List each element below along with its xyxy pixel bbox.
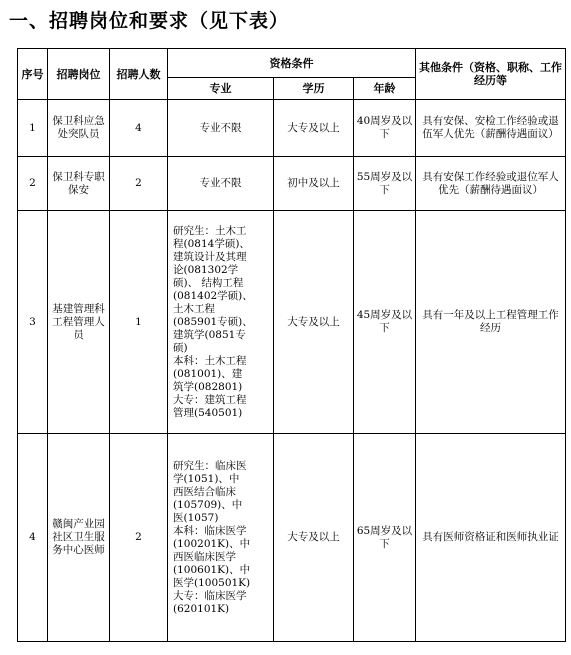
header-major: 专业 — [168, 78, 274, 100]
table-row — [18, 211, 566, 434]
age-cell: 40周岁及以下 — [354, 100, 416, 157]
major-line: (100201K)、中 — [173, 537, 251, 550]
major-line: 管理(540501) — [173, 406, 243, 419]
count-cell: 4 — [110, 100, 168, 157]
header-count: 招聘人数 — [110, 49, 168, 100]
age-cell: 45周岁及以下 — [354, 211, 416, 434]
major-line: 本科：土木工程 — [173, 354, 247, 367]
major-line: 大专：临床医学 — [173, 589, 247, 602]
major-line: (081402学硕)、 — [173, 289, 253, 302]
major-cell — [168, 157, 274, 211]
major-line: (085901专硕)、 — [173, 315, 253, 328]
other-cell: 具有安保工作经验或退位军人优先（薪酬待遇面议） — [416, 157, 566, 211]
post-cell: 赣闽产业园社区卫生服务中心医师 — [48, 434, 110, 642]
major-cell — [168, 211, 274, 434]
major-line: 医(1057) — [173, 511, 219, 524]
age-cell: 65周岁及以下 — [354, 434, 416, 642]
major-line: (105709)、中 — [173, 498, 243, 511]
education-cell: 大专及以上 — [274, 434, 354, 642]
major-line: 本科：临床医学 — [173, 524, 247, 537]
major-line: (081001)、建 — [173, 367, 243, 380]
seq-cell: 1 — [18, 100, 48, 157]
table-row — [18, 434, 566, 642]
header-age: 年龄 — [354, 78, 416, 100]
major-line: 专业不限 — [199, 121, 242, 134]
post-cell: 保卫科应急处突队员 — [48, 100, 110, 157]
major-line: 大专：建筑工程 — [173, 393, 247, 406]
table-row — [18, 157, 566, 211]
major-line: 专业不限 — [199, 177, 242, 189]
major-line: 建筑学(0851专 — [173, 328, 246, 341]
post-cell: 基建管理科工程管理人员 — [48, 211, 110, 434]
other-cell: 具有一年及以上工程管理工作经历 — [416, 211, 566, 434]
table-row — [18, 100, 566, 157]
major-line: 筑学(082801) — [173, 380, 243, 393]
major-line: (100601K)、中 — [173, 563, 251, 576]
major-line: 西医结合临床 — [173, 485, 236, 498]
header-seq: 序号 — [18, 49, 48, 100]
header-post: 招聘岗位 — [48, 49, 110, 100]
seq-cell: 3 — [18, 211, 48, 434]
education-cell: 初中及以上 — [274, 157, 354, 211]
other-cell: 具有医师资格证和医师执业证 — [416, 434, 566, 642]
count-cell: 1 — [110, 211, 168, 434]
major-line: 硕) — [173, 341, 188, 354]
major-line: 硕)、 结构工程 — [173, 276, 244, 289]
education-cell: 大专及以上 — [274, 100, 354, 157]
header-qualification: 资格条件 — [168, 49, 416, 78]
other-cell: 具有安保、安检工作经验或退伍军人优先（薪酬待遇面议） — [416, 100, 566, 157]
seq-cell: 2 — [18, 157, 48, 211]
major-line: (620101K) — [173, 602, 230, 615]
count-cell: 2 — [110, 157, 168, 211]
header-education: 学历 — [274, 78, 354, 100]
major-line: 建筑设计及其理 — [173, 250, 247, 263]
count-cell: 2 — [110, 434, 168, 642]
major-cell — [168, 434, 274, 642]
major-cell — [168, 100, 274, 157]
header-other: 其他条件（资格、职称、工作经历等 — [416, 49, 566, 100]
page-title: 一、招聘岗位和要求（见下表） — [9, 10, 290, 32]
major-line: 学(1051)、中 — [173, 472, 240, 485]
post-cell: 保卫科专职保安 — [48, 157, 110, 211]
major-line: 研究生：临床医 — [173, 459, 247, 472]
seq-cell: 4 — [18, 434, 48, 642]
major-line: 程(0814学硕)、 — [173, 237, 250, 250]
education-cell: 大专及以上 — [274, 211, 354, 434]
major-line: 西医临床医学 — [173, 550, 236, 563]
recruitment-table — [17, 48, 566, 642]
major-line: 土木工程 — [173, 302, 215, 315]
major-line: 医学(100501K) — [173, 576, 251, 589]
major-line: 论(081302学 — [173, 263, 239, 276]
age-cell: 55周岁及以下 — [354, 157, 416, 211]
major-line: 研究生：土木工 — [173, 224, 247, 237]
